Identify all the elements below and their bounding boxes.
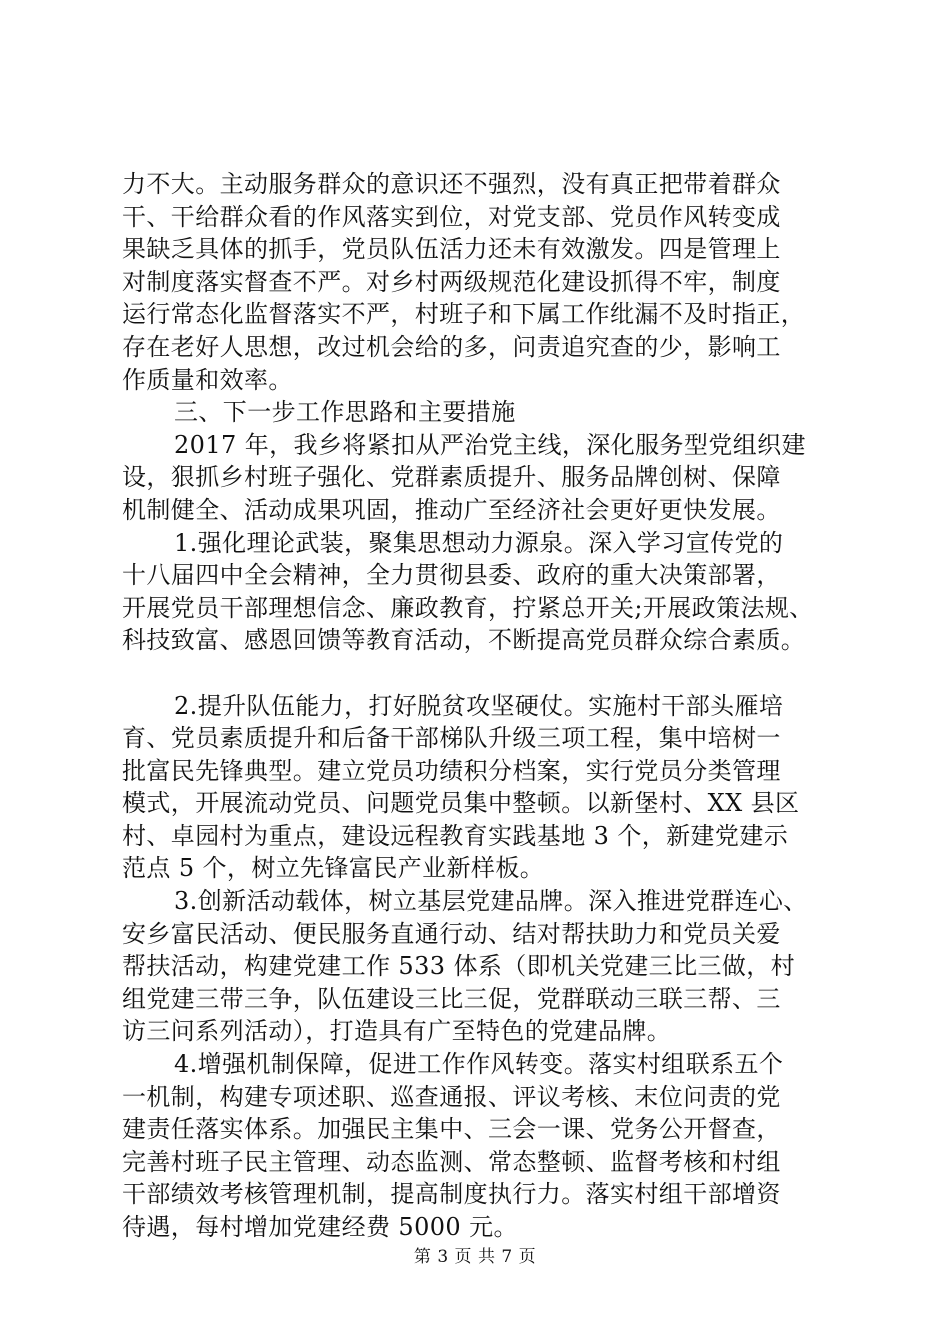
text-line: 安乡富民活动、便民服务直通行动、结对帮扶助力和党员关爱 bbox=[122, 919, 781, 948]
text-line: 组党建三带三争，队伍建设三比三促，党群联动三联三帮、三 bbox=[122, 984, 781, 1013]
page-footer: 第 3 页 共 7 页 bbox=[413, 1247, 537, 1267]
text-line: 访三问系列活动），打造具有广至特色的党建品牌。 bbox=[122, 1017, 672, 1046]
text-line: 完善村班子民主管理、动态监测、常态整顿、监督考核和村组 bbox=[122, 1147, 781, 1176]
list-item-heading: 2.提升队伍能力，打好脱贫攻坚硬仗。实施村干部头雁培 bbox=[174, 691, 784, 720]
paragraph-gap bbox=[122, 657, 850, 690]
text-line: 待遇，每村增加党建经费 5000 元。 bbox=[122, 1213, 518, 1241]
list-item-heading: 1.强化理论武装，聚集思想动力源泉。深入学习宣传党的 bbox=[174, 528, 784, 557]
text-line: 运行常态化监督落实不严，村班子和下属工作纰漏不及时指正， bbox=[122, 300, 806, 329]
text-line: 干部绩效考核管理机制，提高制度执行力。落实村组干部增资 bbox=[122, 1180, 781, 1209]
text-line: 果缺乏具体的抓手，党员队伍活力还未有效激发。四是管理上 bbox=[122, 235, 781, 264]
list-item-heading: 3.创新活动载体，树立基层党建品牌。深入推进党群连心、 bbox=[174, 887, 808, 916]
text-line: 村、卓园村为重点，建设远程教育实践基地 3 个，新建党建示 bbox=[122, 821, 789, 850]
text-line: 2017 年，我乡将紧扣从严治党主线，深化服务型党组织建 bbox=[174, 430, 806, 459]
text-line: 科技致富、感恩回馈等教育活动，不断提高党员群众综合素质。 bbox=[122, 626, 806, 655]
section-heading: 三、下一步工作思路和主要措施 bbox=[174, 398, 516, 427]
text-line: 批富民先锋典型。建立党员功绩积分档案，实行党员分类管理 bbox=[122, 756, 781, 785]
text-line: 对制度落实督查不严。对乡村两级规范化建设抓得不牢，制度 bbox=[122, 267, 781, 296]
text-line: 模式，开展流动党员、问题党员集中整顿。以新堡村、XX 县区 bbox=[122, 789, 800, 818]
text-line: 十八届四中全会精神，全力贯彻县委、政府的重大决策部署， bbox=[122, 561, 781, 590]
text-line: 开展党员干部理想信念、廉政教育，拧紧总开关;开展政策法规、 bbox=[122, 593, 814, 622]
text-line: 育、党员素质提升和后备干部梯队升级三项工程，集中培树一 bbox=[122, 724, 781, 753]
text-line: 力不大。主动服务群众的意识还不强烈，没有真正把带着群众 bbox=[122, 170, 781, 198]
text-line: 机制健全、活动成果巩固，推动广至经济社会更好更快发展。 bbox=[122, 495, 781, 524]
text-line: 存在老好人思想，改过机会给的多，问责追究查的少，影响工 bbox=[122, 332, 781, 361]
text-line: 一机制，构建专项述职、巡查通报、评议考核、末位问责的党 bbox=[122, 1082, 781, 1111]
document-body bbox=[122, 168, 850, 1244]
text-line: 帮扶活动，构建党建工作 533 体系（即机关党建三比三做，村 bbox=[122, 952, 796, 981]
text-line: 作质量和效率。 bbox=[122, 365, 293, 394]
text-line: 范点 5 个，树立先锋富民产业新样板。 bbox=[122, 854, 545, 883]
text-line: 设，狠抓乡村班子强化、党群素质提升、服务品牌创树、保障 bbox=[122, 463, 781, 492]
text-line: 干、干给群众看的作风落实到位，对党支部、党员作风转变成 bbox=[122, 202, 781, 231]
text-line: 建责任落实体系。加强民主集中、三会一课、党务公开督查， bbox=[122, 1115, 781, 1144]
list-item-heading: 4.增强机制保障，促进工作作风转变。落实村组联系五个 bbox=[174, 1050, 784, 1079]
